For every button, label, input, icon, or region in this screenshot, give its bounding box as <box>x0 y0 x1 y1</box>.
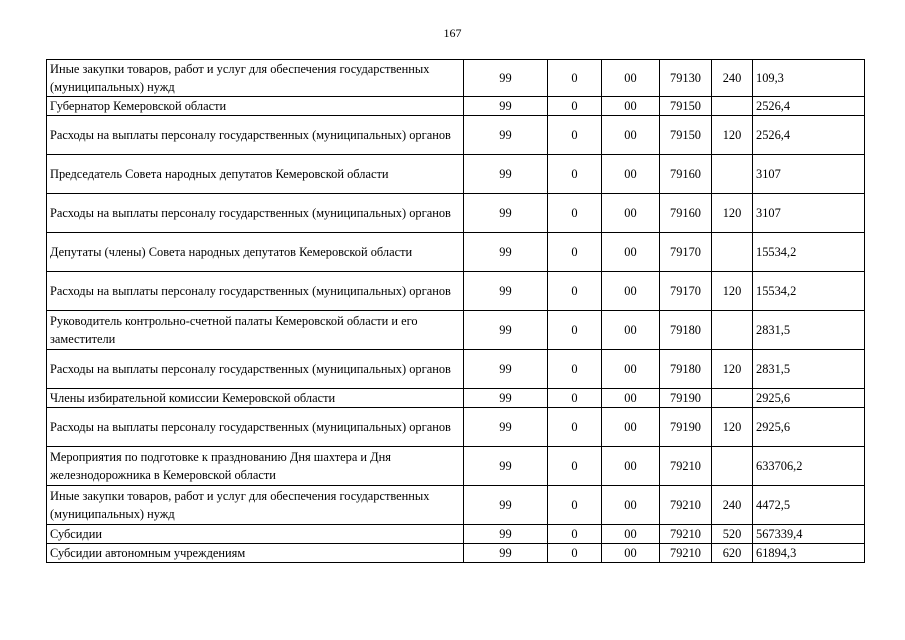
row-code-2: 0 <box>548 116 602 155</box>
row-amount: 633706,2 <box>753 447 865 486</box>
row-code-4: 79180 <box>660 311 712 350</box>
row-code-2: 0 <box>548 233 602 272</box>
row-name: Мероприятия по подготовке к празднованию Дня шахтера и Дня железнодорожника в Кемеровской области <box>47 447 464 486</box>
page-number: 167 <box>443 26 462 40</box>
row-name: Руководитель контрольно-счетной палаты Кемеровской области и его заместители <box>47 311 464 350</box>
row-code-5: 120 <box>712 408 753 447</box>
row-amount: 3107 <box>753 155 865 194</box>
row-name: Субсидии автономным учреждениям <box>47 544 464 563</box>
row-amount: 2526,4 <box>753 97 865 116</box>
row-code-3: 00 <box>602 97 660 116</box>
row-code-4: 79210 <box>660 525 712 544</box>
row-code-1: 99 <box>464 311 548 350</box>
row-name: Расходы на выплаты персоналу государственных (муниципальных) органов <box>47 408 464 447</box>
row-code-4: 79190 <box>660 408 712 447</box>
table-row <box>47 389 865 408</box>
row-code-2: 0 <box>548 155 602 194</box>
row-code-3: 00 <box>602 486 660 525</box>
row-code-1: 99 <box>464 350 548 389</box>
row-code-4: 79150 <box>660 116 712 155</box>
row-code-4: 79210 <box>660 544 712 563</box>
row-code-3: 00 <box>602 525 660 544</box>
table-row <box>47 116 865 155</box>
row-amount: 567339,4 <box>753 525 865 544</box>
table-row <box>47 272 865 311</box>
row-code-4: 79190 <box>660 389 712 408</box>
row-code-1: 99 <box>464 233 548 272</box>
row-code-1: 99 <box>464 272 548 311</box>
row-code-4: 79210 <box>660 486 712 525</box>
row-code-1: 99 <box>464 155 548 194</box>
row-code-2: 0 <box>548 544 602 563</box>
row-code-3: 00 <box>602 233 660 272</box>
row-code-2: 0 <box>548 311 602 350</box>
row-code-3: 00 <box>602 155 660 194</box>
row-code-5: 240 <box>712 60 753 97</box>
row-amount: 15534,2 <box>753 233 865 272</box>
row-code-3: 00 <box>602 272 660 311</box>
row-name: Депутаты (члены) Совета народных депутатов Кемеровской области <box>47 233 464 272</box>
row-code-4: 79160 <box>660 194 712 233</box>
table-row <box>47 60 865 97</box>
budget-table-body <box>47 60 865 563</box>
row-code-5: 120 <box>712 350 753 389</box>
row-amount: 61894,3 <box>753 544 865 563</box>
row-code-2: 0 <box>548 525 602 544</box>
row-code-3: 00 <box>602 350 660 389</box>
row-amount: 2925,6 <box>753 408 865 447</box>
row-amount: 4472,5 <box>753 486 865 525</box>
row-amount: 15534,2 <box>753 272 865 311</box>
row-code-1: 99 <box>464 525 548 544</box>
table-row <box>47 311 865 350</box>
row-code-5 <box>712 311 753 350</box>
row-code-3: 00 <box>602 116 660 155</box>
row-code-5 <box>712 389 753 408</box>
row-name: Иные закупки товаров, работ и услуг для обеспечения государственных (муниципальных) нужд <box>47 486 464 525</box>
row-amount: 3107 <box>753 194 865 233</box>
row-code-5 <box>712 233 753 272</box>
row-name: Расходы на выплаты персоналу государственных (муниципальных) органов <box>47 116 464 155</box>
row-code-2: 0 <box>548 389 602 408</box>
row-code-1: 99 <box>464 389 548 408</box>
table-row <box>47 525 865 544</box>
table-row <box>47 447 865 486</box>
row-code-5: 120 <box>712 194 753 233</box>
row-code-2: 0 <box>548 97 602 116</box>
table-row <box>47 97 865 116</box>
row-code-4: 79170 <box>660 272 712 311</box>
row-code-5: 120 <box>712 116 753 155</box>
row-code-2: 0 <box>548 350 602 389</box>
row-code-3: 00 <box>602 194 660 233</box>
row-code-3: 00 <box>602 544 660 563</box>
row-code-1: 99 <box>464 447 548 486</box>
row-code-5: 120 <box>712 272 753 311</box>
row-name: Председатель Совета народных депутатов Кемеровской области <box>47 155 464 194</box>
row-name: Губернатор Кемеровской области <box>47 97 464 116</box>
row-code-2: 0 <box>548 194 602 233</box>
row-name: Члены избирательной комиссии Кемеровской области <box>47 389 464 408</box>
row-code-5: 240 <box>712 486 753 525</box>
row-name: Иные закупки товаров, работ и услуг для обеспечения государственных (муниципальных) нужд <box>47 60 464 97</box>
row-code-1: 99 <box>464 486 548 525</box>
table-row <box>47 544 865 563</box>
table-row <box>47 194 865 233</box>
row-code-4: 79160 <box>660 155 712 194</box>
row-code-5: 520 <box>712 525 753 544</box>
row-code-3: 00 <box>602 408 660 447</box>
row-amount: 109,3 <box>753 60 865 97</box>
row-name: Расходы на выплаты персоналу государственных (муниципальных) органов <box>47 194 464 233</box>
row-code-5: 620 <box>712 544 753 563</box>
row-code-4: 79170 <box>660 233 712 272</box>
budget-table <box>46 59 865 563</box>
row-code-4: 79180 <box>660 350 712 389</box>
row-code-4: 79150 <box>660 97 712 116</box>
row-code-2: 0 <box>548 60 602 97</box>
row-code-2: 0 <box>548 408 602 447</box>
row-code-4: 79130 <box>660 60 712 97</box>
row-code-4: 79210 <box>660 447 712 486</box>
row-code-3: 00 <box>602 389 660 408</box>
table-row <box>47 155 865 194</box>
row-code-3: 00 <box>602 60 660 97</box>
row-code-1: 99 <box>464 97 548 116</box>
row-code-2: 0 <box>548 447 602 486</box>
row-amount: 2831,5 <box>753 311 865 350</box>
row-code-5 <box>712 155 753 194</box>
table-row <box>47 233 865 272</box>
row-name: Субсидии <box>47 525 464 544</box>
row-code-5 <box>712 447 753 486</box>
row-code-2: 0 <box>548 272 602 311</box>
row-name: Расходы на выплаты персоналу государственных (муниципальных) органов <box>47 272 464 311</box>
row-code-1: 99 <box>464 408 548 447</box>
row-code-3: 00 <box>602 311 660 350</box>
row-code-1: 99 <box>464 544 548 563</box>
row-code-1: 99 <box>464 60 548 97</box>
row-code-1: 99 <box>464 116 548 155</box>
table-row <box>47 350 865 389</box>
table-row <box>47 408 865 447</box>
row-amount: 2925,6 <box>753 389 865 408</box>
row-code-5 <box>712 97 753 116</box>
table-row <box>47 486 865 525</box>
row-code-3: 00 <box>602 447 660 486</box>
row-amount: 2831,5 <box>753 350 865 389</box>
row-code-1: 99 <box>464 194 548 233</box>
row-name: Расходы на выплаты персоналу государственных (муниципальных) органов <box>47 350 464 389</box>
row-amount: 2526,4 <box>753 116 865 155</box>
row-code-2: 0 <box>548 486 602 525</box>
